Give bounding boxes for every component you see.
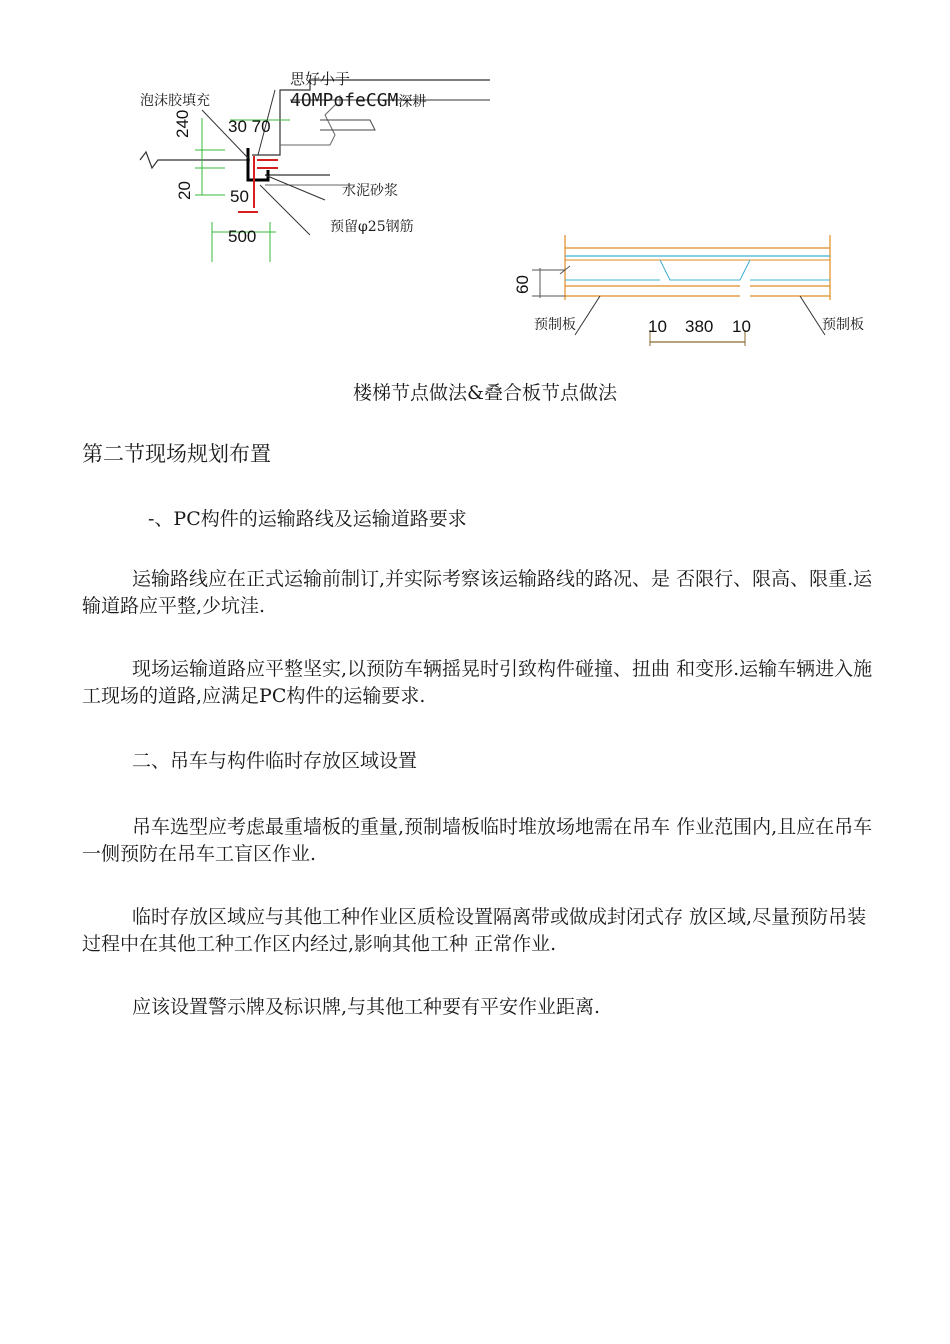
composite-slab-node-figure [510,230,870,350]
paragraph-crane-selection: 吊车选型应考虑最重墙板的重量,预制墙板临时堆放场地需在吊车 作业范围内,且应在吊车一侧预防在吊车工盲区作业. [82,816,873,865]
paragraph-site-road: 现场运输道路应平整坚实,以预防车辆摇晃时引致构件碰撞、扭曲 和变形.运输车辆进入施工现场的道路,应满足PC构件的运输要求. [82,658,873,707]
dim-380: 380 [685,317,714,336]
dim-240: 240 [173,109,192,138]
section-title: 第二节现场规划布置 [82,442,271,466]
figure-caption: 楼梯节点做法&叠合板节点做法 [353,382,617,404]
label-precast-slab-left: 预制板 [534,317,576,333]
label-foam-fill: 泡沫胶填充 [140,93,210,109]
dim-50: 50 [230,187,249,206]
label-top-1: 思好小于 [290,70,351,88]
label-top-2-suffix: 深耕 [398,94,427,110]
label-top-2-code: 4OMPofeCGM [290,90,399,111]
dim-60: 60 [513,275,532,294]
stair-node-figure [130,60,510,275]
label-top-2 [290,92,426,110]
subheading-transport: -、PC构件的运输路线及运输道路要求 [148,508,467,530]
label-precast-slab-right: 预制板 [822,317,864,333]
paragraph-warning-signs: 应该设置警示牌及标识牌,与其他工种要有平安作业距离. [132,996,601,1018]
dim-20: 20 [175,181,194,200]
dim-500: 500 [228,227,257,246]
subheading-crane-storage: 二、吊车与构件临时存放区域设置 [132,750,418,772]
paragraph-transport-route: 运输路线应在正式运输前制订,并实际考察该运输路线的路况、是 否限行、限高、限重.运输道路应平整,少坑洼. [82,568,873,617]
dim-10-left: 10 [648,317,667,336]
dim-30-70: 30 70 [228,117,271,136]
paragraph-temporary-storage: 临时存放区域应与其他工种作业区质检设置隔离带或做成封闭式存 放区域,尽量预防吊装过程中在其他工种工作区内经过,影响其他工种 正常作业. [82,906,867,955]
dim-10-right: 10 [732,317,751,336]
label-reserved-rebar: 预留φ25钢筋 [330,219,414,235]
label-cement-mortar: 水泥砂浆 [342,183,398,199]
